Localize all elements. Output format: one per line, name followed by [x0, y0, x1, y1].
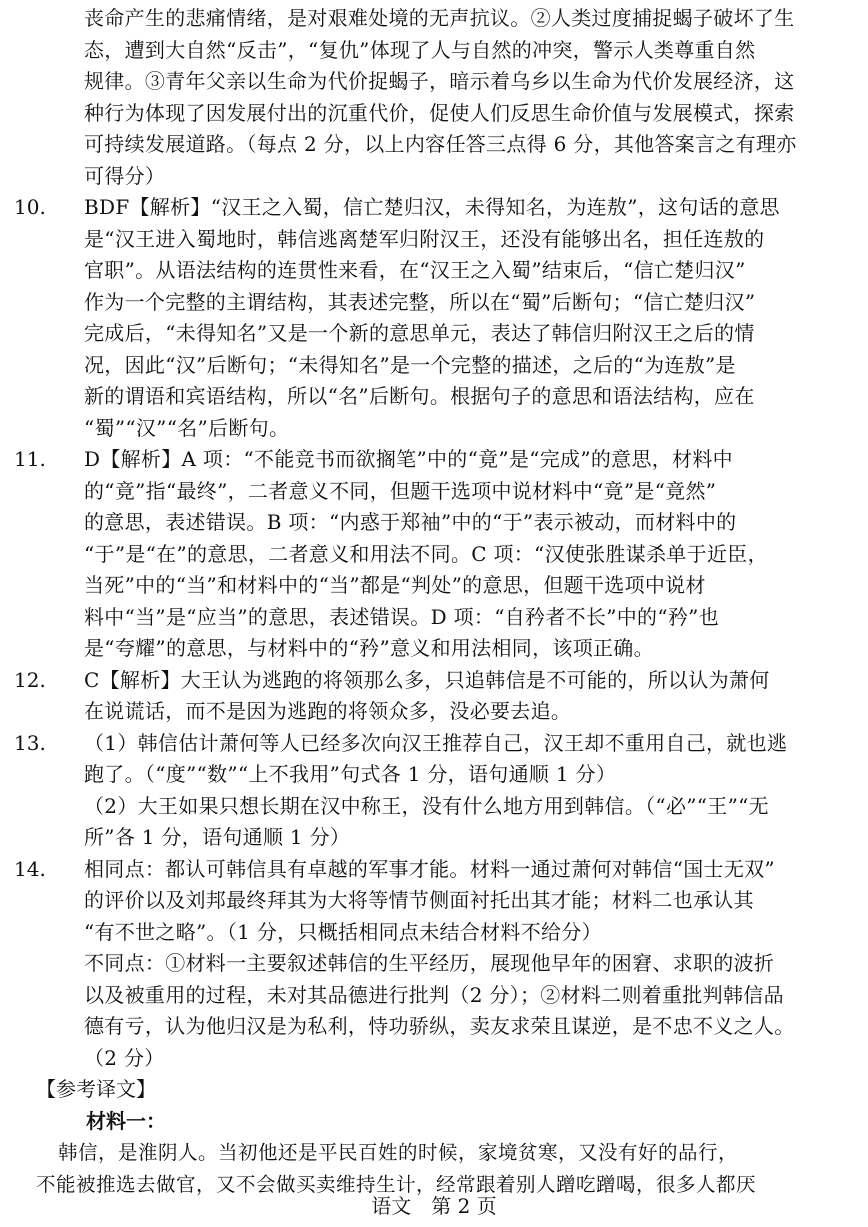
item-line — [0, 979, 868, 1012]
text: 规律。③青年父亲以生命为代价捉蝎子，暗示着乌乡以生命为代价发展经济，这 — [84, 69, 795, 93]
text: （2）大王如果只想长期在汉中称王，没有什么地方用到韩信。（“必”“王”“无 — [84, 793, 769, 818]
intro-line — [0, 160, 868, 193]
text: 以及被重用的过程，未对其品德进行批判（2 分）；②材料二则着重批判韩信品 — [84, 982, 784, 1007]
item-number: 11. — [14, 447, 46, 471]
intro-line — [0, 128, 868, 161]
item-line — [0, 758, 868, 791]
text: D【解析】A 项：“不能竞书而欲搁笔”中的“竟”是“完成”的意思，材料中 — [84, 447, 733, 471]
text: BDF【解析】“汉王之入蜀，信亡楚归汉，未得知名，为连敖”，这句话的意思 — [84, 195, 780, 219]
item-line — [0, 821, 868, 854]
item-line — [0, 695, 868, 728]
text: 【参考译文】 — [36, 1077, 156, 1101]
text: C【解析】大王认为逃跑的将领那么多，只追韩信是不可能的，所以认为萧何 — [84, 667, 770, 692]
text: 是“汉王进入蜀地时，韩信逃离楚军归附汉王，还没有能够出名，担任连敖的 — [84, 226, 765, 251]
text: （1）韩信估计萧何等人已经多次向汉王推荐自己，汉王却不重用自己，就也逃 — [84, 730, 788, 755]
item-line — [0, 380, 868, 413]
reference-heading — [0, 1073, 868, 1106]
text: 当死”中的“当”和材料中的“当”都是“判处”的意思，但题干选项中说材 — [84, 573, 706, 597]
text: 可持续发展道路。（每点 2 分，以上内容任答三点得 6 分，其他答案言之有理亦 — [84, 132, 797, 156]
text: “于”是“在”的意思，二者意义和用法不同。C 项：“汉使张胜谋杀单于近臣， — [84, 541, 768, 566]
text: 态，遭到大自然“反击”，“复仇”体现了人与自然的冲突，警示人类尊重自然 — [84, 37, 756, 62]
intro-line — [0, 65, 868, 98]
text: 跑了。（“度”“数”“上不我用”句式各 1 分，语句通顺 1 分） — [84, 762, 617, 786]
text: 材料一： — [86, 1108, 166, 1133]
text: （2 分） — [84, 1045, 165, 1070]
item-line — [0, 569, 868, 602]
text: 完成后，“未得知名”又是一个新的意思单元，表达了韩信归附汉王之后的情 — [84, 321, 755, 345]
intro-line — [0, 2, 868, 35]
item-line — [0, 1042, 868, 1075]
text: “有不世之略”。（1 分，只概括相同点未结合材料不给分） — [84, 919, 602, 944]
text: 料中“当”是“应当”的意思，表述错误。D 项：“自矜者不长”中的“矜”也 — [84, 604, 719, 629]
text: 在说谎话，而不是因为逃跑的将领众多，没必要去追。 — [84, 699, 572, 723]
text: 可得分） — [84, 163, 166, 188]
answer-item-12 — [0, 664, 868, 697]
intro-line — [0, 97, 868, 130]
text: 韩信，是淮阴人。当初他还是平民百姓的时候，家境贫寒，又没有好的品行， — [58, 1141, 739, 1164]
item-line — [0, 506, 868, 539]
item-line — [0, 286, 868, 319]
reference-subheading — [0, 1105, 868, 1138]
item-line — [0, 916, 868, 949]
item-line — [0, 601, 868, 634]
text: 的“竟”指“最终”，二者意义不同，但题干选项中说材料中“竟”是“竟然” — [84, 478, 717, 503]
item-line — [0, 884, 868, 917]
item-number: 13. — [14, 730, 46, 755]
item-line — [0, 538, 868, 571]
item-line — [0, 1010, 868, 1043]
footer-text: 语文 第 2 页 — [371, 1194, 497, 1218]
text: 官职”。从语法结构的连贯性来看，在“汉王之入蜀”结束后，“信亡楚归汉” — [84, 258, 746, 282]
text: 况，因此“汉”后断句；“未得知名”是一个完整的描述，之后的“为连敖”是 — [84, 352, 736, 377]
item-line — [0, 317, 868, 350]
text: 德有亏，认为他归汉是为私利，恃功骄纵，卖友求荣且谋逆，是不忠不义之人。 — [84, 1014, 795, 1038]
text: 的评价以及刘邦最终拜其为大将等情节侧面衬托出其才能；材料二也承认其 — [84, 888, 754, 912]
item-line — [0, 412, 868, 445]
intro-line — [0, 34, 868, 67]
item-number: 14. — [14, 856, 46, 881]
item-line — [0, 632, 868, 665]
answer-item-13 — [0, 727, 868, 760]
text: 所”各 1 分，语句通顺 1 分） — [84, 825, 351, 849]
item-number: 12. — [14, 667, 46, 692]
text: 的意思，表述错误。B 项：“内惑于郑袖”中的“于”表示被动，而材料中的 — [84, 510, 737, 534]
text: “蜀”“汉”“名”后断句。 — [84, 415, 290, 440]
text: 新的谓语和宾语结构，所以“名”后断句。根据句子的意思和语法结构，应在 — [84, 384, 755, 408]
text: 不能被推选去做官，又不会做买卖维持生计，经常跟着别人蹭吃蹭喝，很多人都厌 — [36, 1172, 757, 1196]
item-number: 10. — [14, 195, 46, 219]
item-line — [0, 349, 868, 382]
text: 相同点：都认可韩信具有卓越的军事才能。材料一通过萧何对韩信“国士无双” — [84, 856, 775, 881]
item-line — [0, 254, 868, 287]
text: 丧命产生的悲痛情绪，是对艰难处境的无声抗议。②人类过度捕捉蝎子破坏了生 — [84, 6, 795, 30]
answer-item-14 — [0, 853, 868, 886]
text: 种行为体现了因发展付出的沉重代价，促使人们反思生命价值与发展模式，探索 — [84, 100, 795, 125]
item-line — [0, 223, 868, 256]
item-line — [0, 790, 868, 823]
text: 是“夸耀”的意思，与材料中的“矜”意义和用法相同，该项正确。 — [84, 636, 654, 660]
answer-item-11 — [0, 443, 868, 476]
page-footer — [0, 1191, 868, 1221]
reference-line — [0, 1136, 868, 1169]
answer-item-10 — [0, 191, 868, 224]
item-line — [0, 947, 868, 980]
text: 不同点：①材料一主要叙述韩信的生平经历，展现他早年的困窘、求职的波折 — [84, 951, 775, 975]
item-line — [0, 475, 868, 508]
text: 作为一个完整的主谓结构，其表述完整，所以在“蜀”后断句；“信亡楚归汉” — [84, 289, 756, 314]
